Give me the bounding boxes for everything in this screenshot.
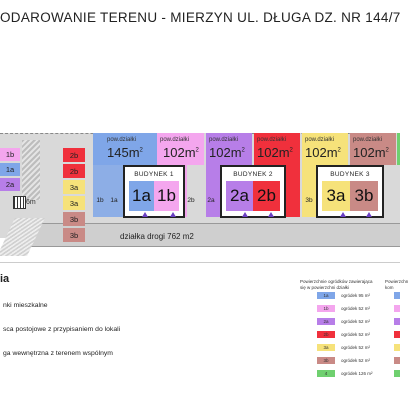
key-swatch-1b: 1b (317, 305, 335, 312)
left-slot-1a: 1a (0, 163, 20, 176)
entrance-arrow-4 (268, 212, 274, 217)
unit-1a: 1a (129, 181, 154, 211)
key-right-caption-1: Powierzchn (385, 279, 408, 284)
plot-5-area: $102m^2$ (305, 145, 341, 160)
building-2 (220, 165, 286, 218)
legend-item-parking: sca postojowe z przypisaniem do lokali (3, 326, 121, 333)
key-swatch-3b: 3b (317, 357, 335, 364)
row-slot-2a: 2a (207, 196, 215, 204)
key-label-1b: ogródek 52 m² (341, 306, 371, 311)
plot-1 (93, 133, 165, 165)
slot-2b-b: 2b (63, 164, 85, 178)
garden-row-blue (93, 165, 123, 217)
key-label-1a: ogródek 95 m² (341, 293, 371, 298)
page-title: ODAROWANIE TERENU - MIERZYN UL. DŁUGA DZ. NR 144/7 (0, 10, 401, 25)
plot-4 (254, 133, 300, 165)
lower-boundary (0, 262, 400, 263)
plot-3-area: $102m^2$ (209, 145, 245, 160)
entrance-arrow-2 (170, 212, 176, 217)
entrance-arrow-5 (340, 212, 346, 217)
row-slot-1b: 1b (96, 196, 104, 204)
plot-5-label: pow.działki (305, 137, 335, 143)
building-3 (316, 165, 384, 218)
entrance-arrow-6 (366, 212, 372, 217)
plot-1-area: $145m^2$ (107, 145, 143, 160)
plot-4-label: pow.działki (257, 137, 287, 143)
left-slot-2a: 2a (0, 178, 20, 191)
garden-row-red (286, 165, 300, 217)
unit-1b: 1b (154, 181, 179, 211)
legend-item-internal-road: ga wewnętrzna z terenem wspólnym (3, 350, 113, 357)
plot-3-label: pow.działki (209, 137, 239, 143)
garden-row-yellow (302, 165, 316, 217)
plot-2 (157, 133, 204, 165)
key-label-4: ogródek 126 m² (341, 371, 373, 376)
key-right-caption-2: kom (385, 285, 394, 290)
key-label-2b: ogródek 52 m² (341, 332, 371, 337)
road-label: działka drogi 762 m2 (120, 232, 194, 241)
plot-6-label: pow.działki (353, 137, 383, 143)
left-column-hatch (22, 140, 40, 200)
key-swatch-3a: 3a (317, 344, 335, 351)
entrance-arrow-3 (242, 212, 248, 217)
garden-row-purple (206, 165, 220, 217)
key-right-swatch-3 (394, 318, 400, 325)
key-caption-2: się w powierzchni działki (300, 285, 350, 290)
building-1 (123, 165, 185, 218)
slot-3b-a: 3b (63, 212, 85, 226)
plot-1-label: pow.działki (107, 137, 137, 143)
key-label-3b: ogródek 52 m² (341, 358, 371, 363)
unit-3a: 3a (322, 181, 350, 211)
plot-6-area: $102m^2$ (353, 145, 389, 160)
slot-3b-b: 3b (63, 228, 85, 242)
slot-3a-a: 3a (63, 180, 85, 194)
plot-6 (350, 133, 396, 165)
unit-2b: 2b (253, 181, 280, 211)
plot-3 (206, 133, 252, 165)
building-3-name: BUDYNEK 3 (330, 171, 370, 178)
plot-green-edge (397, 133, 400, 165)
legend-heading: ia (0, 273, 10, 285)
plot-5 (302, 133, 348, 165)
left-slot-1b: 1b (0, 148, 20, 161)
key-label-2a: ogródek 52 m² (341, 319, 371, 324)
key-caption-1: Powierzchnie ogródków zawierająca (300, 279, 373, 284)
slot-2b-a: 2b (63, 148, 85, 162)
unit-3b: 3b (350, 181, 378, 211)
key-right-swatch-7 (394, 370, 400, 377)
key-right-swatch-4 (394, 331, 400, 338)
parking-symbol-label: 6m (26, 199, 36, 206)
key-swatch-2b: 2b (317, 331, 335, 338)
key-right-swatch-5 (394, 344, 400, 351)
plot-4-area: $102m^2$ (257, 145, 293, 160)
plot-2-area: $102m^2$ (163, 145, 199, 160)
key-label-3a: ogródek 52 m² (341, 345, 371, 350)
legend-item-units: nki mieszkalne (3, 302, 48, 309)
building-1-name: BUDYNEK 1 (134, 171, 174, 178)
slot-3a-b: 3a (63, 196, 85, 210)
unit-2a: 2a (226, 181, 253, 211)
row-slot-3b: 3b (305, 196, 313, 204)
parking-symbol (13, 196, 26, 209)
key-swatch-2a: 2a (317, 318, 335, 325)
key-swatch-1a: 1a (317, 292, 335, 299)
row-slot-1a: 1a (110, 196, 118, 204)
key-swatch-4: 4 (317, 370, 335, 377)
row-slot-2b: 2b (187, 196, 195, 204)
key-right-swatch-1 (394, 292, 400, 299)
building-2-name: BUDYNEK 2 (233, 171, 273, 178)
key-right-swatch-6 (394, 357, 400, 364)
entrance-arrow-1 (142, 212, 148, 217)
key-right-swatch-2 (394, 305, 400, 312)
plot-2-label: pow.działki (160, 137, 190, 143)
